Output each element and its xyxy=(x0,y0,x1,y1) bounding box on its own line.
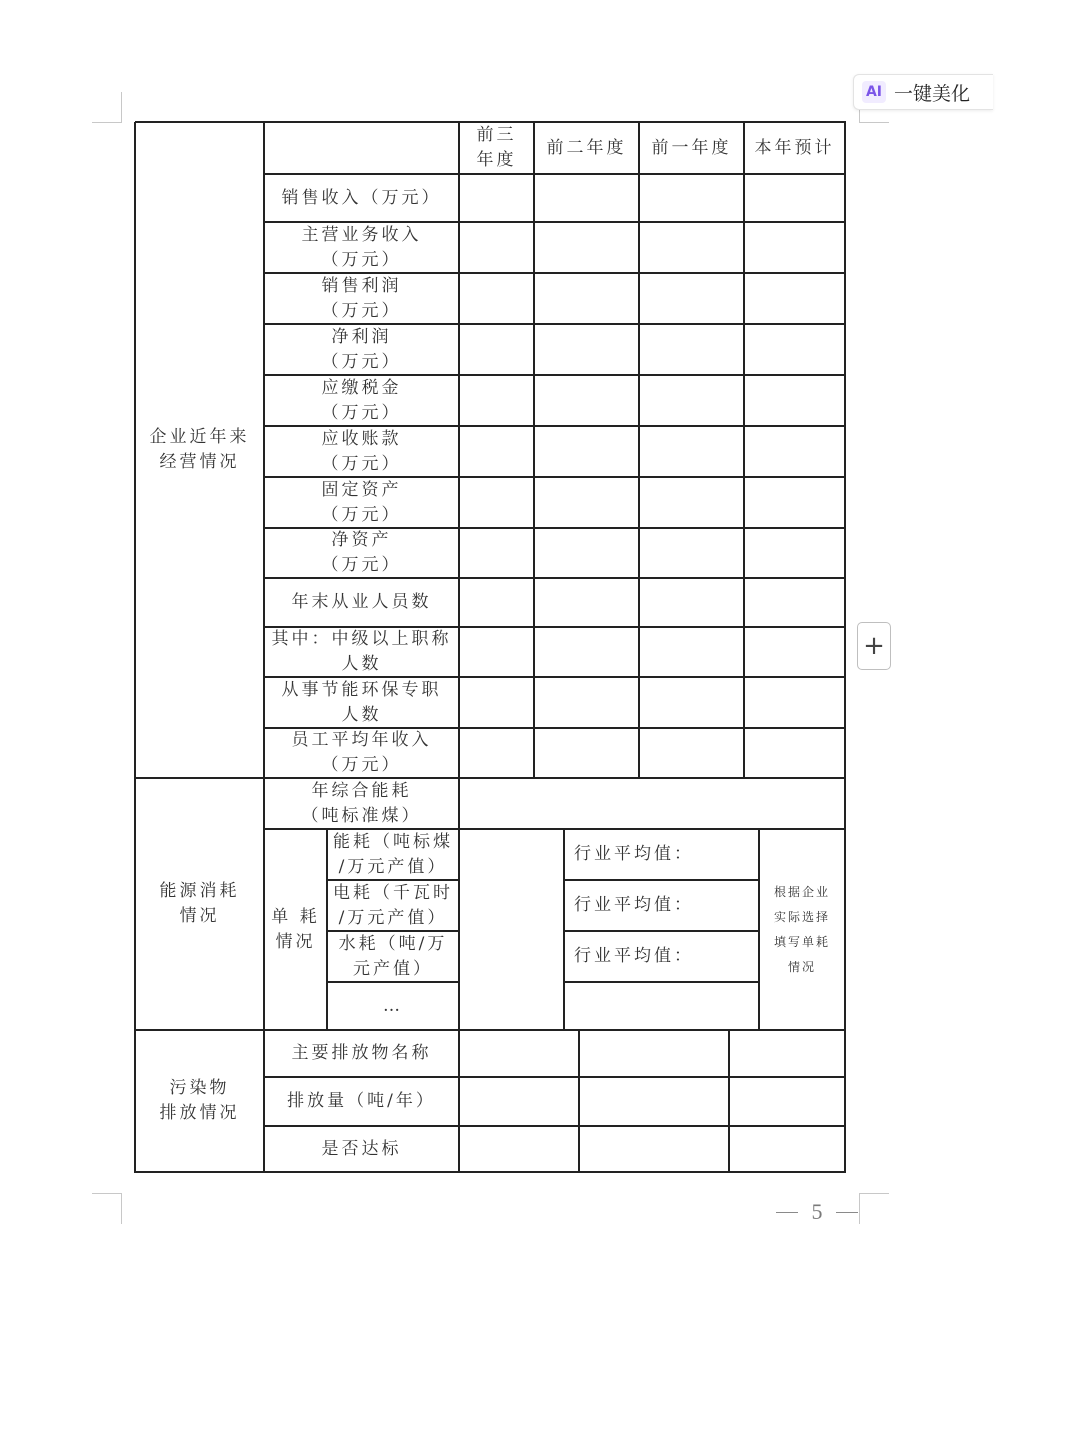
row-label: 销售利润 （万元） xyxy=(321,275,402,321)
page-corner-mark xyxy=(92,1193,122,1224)
header-year-minus-3: 前三 年度 xyxy=(476,125,517,170)
row-label: 其中：中级以上职称 人数 xyxy=(271,629,452,674)
section-label-business: 企业近年来 经营情况 xyxy=(149,427,250,472)
row-label-unit-consumption: 单 耗 情况 xyxy=(271,906,320,952)
page-number-dash xyxy=(776,1212,798,1213)
consumption-item-label: 能耗（吨标煤 /万元产值） xyxy=(333,831,453,877)
consumption-item-label: 电耗（千瓦时 /万元产值） xyxy=(333,882,453,928)
ai-beautify-label: 一键美化 xyxy=(894,82,971,105)
page-corner-mark xyxy=(92,92,122,123)
row-label: 是否达标 xyxy=(321,1138,402,1159)
header-year-minus-2: 前二年度 xyxy=(546,137,627,158)
row-label: 从事节能环保专职 人数 xyxy=(281,679,442,725)
row-label: 净资产 （万元） xyxy=(321,530,402,575)
table-rule xyxy=(533,122,535,779)
row-label-annual-energy: 年综合能耗 （吨标准煤） xyxy=(301,780,422,826)
plus-icon: + xyxy=(863,631,885,661)
row-label: 年末从业人员数 xyxy=(291,592,432,612)
page-number-dash xyxy=(836,1212,858,1213)
row-label: 员工平均年收入 （万元） xyxy=(291,730,432,775)
add-row-button[interactable] xyxy=(857,622,891,670)
row-label: 销售收入（万元） xyxy=(281,187,442,208)
row-label: 主营业务收入 （万元） xyxy=(301,224,422,270)
industry-average-label: 行业平均值： xyxy=(574,895,694,915)
table-rule xyxy=(743,122,745,779)
page-corner-mark xyxy=(859,1193,889,1224)
section-label-energy: 能源消耗 情况 xyxy=(159,881,240,926)
row-label: 排放量（吨/年） xyxy=(287,1091,436,1111)
page-number-value: 5 xyxy=(811,1199,823,1224)
consumption-item-label: … xyxy=(383,995,403,1016)
consumption-item-label: 水耗（吨/万 元产值） xyxy=(338,933,448,979)
row-label: 应缴税金 （万元） xyxy=(321,377,402,423)
table-rule xyxy=(578,1030,580,1173)
row-label: 主要排放物名称 xyxy=(291,1043,432,1063)
ai-icon: AI xyxy=(862,81,886,103)
section-label-pollution: 污染物 排放情况 xyxy=(159,1078,240,1123)
header-current-year-forecast: 本年预计 xyxy=(754,137,835,158)
header-year-minus-1: 前一年度 xyxy=(651,137,732,158)
ai-beautify-button[interactable] xyxy=(853,74,993,110)
industry-average-label: 行业平均值： xyxy=(574,844,694,864)
row-label: 应收账款 （万元） xyxy=(321,428,402,474)
table-rule xyxy=(728,1030,730,1173)
consumption-note: 根据企业 实际选择 填写单耗 情况 xyxy=(773,884,830,974)
industry-average-label: 行业平均值： xyxy=(574,946,694,966)
row-label: 固定资产 （万元） xyxy=(321,479,402,525)
page-number xyxy=(776,1198,858,1226)
row-label: 净利润 （万元） xyxy=(321,326,402,372)
table-rule xyxy=(638,122,640,779)
